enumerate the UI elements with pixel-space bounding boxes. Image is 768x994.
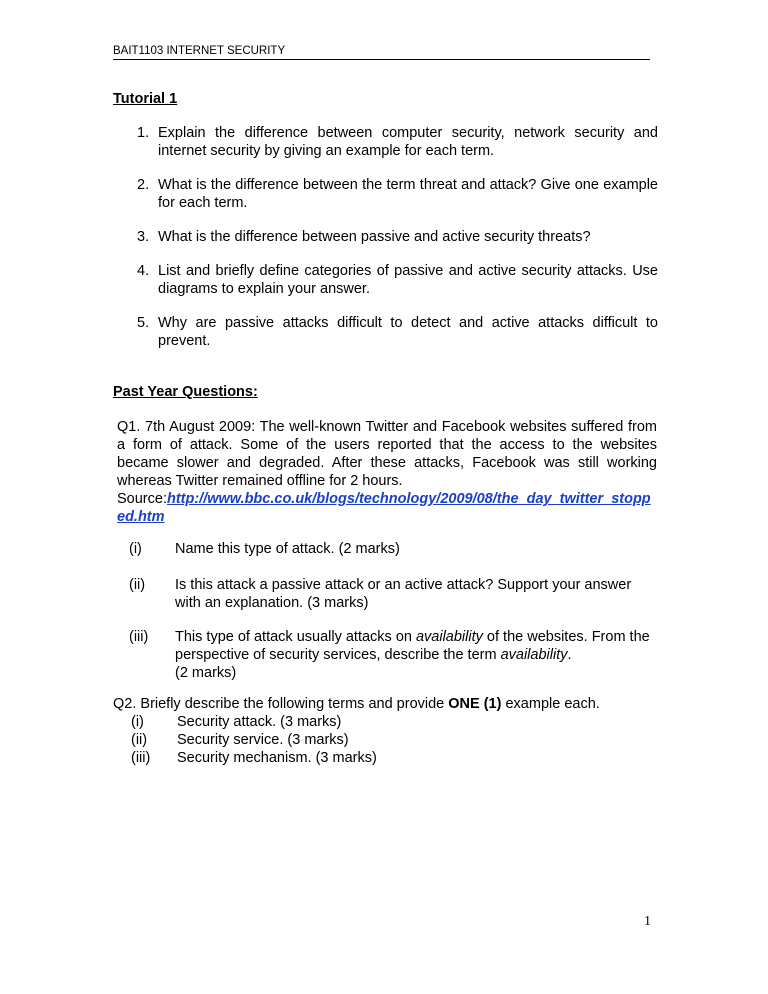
source-label: Source: bbox=[117, 491, 167, 507]
past-year-title: Past Year Questions: bbox=[113, 384, 258, 400]
part-text bbox=[175, 628, 657, 682]
q1-part-ii bbox=[117, 576, 657, 612]
part-number: (i) bbox=[129, 541, 142, 557]
part-text: Is this attack a passive attack or an active attack? Support your answer with an explanation. (3 marks) bbox=[175, 577, 632, 611]
q1-part-i bbox=[117, 540, 657, 558]
tutorial-question-2 bbox=[113, 176, 658, 212]
question-number: 2. bbox=[137, 177, 150, 193]
part-text-after: . bbox=[567, 647, 572, 663]
part-text: Security service. (3 marks) bbox=[177, 732, 349, 748]
course-header: BAIT1103 INTERNET SECURITY bbox=[113, 44, 650, 60]
part-number: (iii) bbox=[131, 750, 151, 766]
part-text-mid: of the websites. From the perspective of security services, describe the term bbox=[175, 629, 650, 663]
q1-source bbox=[117, 490, 657, 526]
page-number: 1 bbox=[644, 914, 651, 929]
source-link[interactable]: http://www.bbc.co.uk/blogs/technology/2009/08/the_day_twitter_stopped.htm bbox=[117, 491, 651, 525]
part-number: (iii) bbox=[129, 629, 149, 645]
part-text-before: This type of attack usually attacks on bbox=[175, 629, 416, 645]
q2-emphasis: ONE (1) bbox=[448, 696, 502, 712]
tutorial-question-3 bbox=[113, 228, 658, 246]
question-text: List and briefly define categories of passive and active security attacks. Use diagrams to explain your answer. bbox=[158, 263, 658, 297]
q2-text-before: Q2. Briefly describe the following terms and provide bbox=[113, 696, 449, 712]
question-text: Explain the difference between computer security, network security and internet security by giving an example for each term. bbox=[158, 125, 658, 159]
question-number: 5. bbox=[137, 315, 150, 331]
question-text: What is the difference between the term threat and attack? Give one example for each term. bbox=[158, 177, 658, 211]
q2-text-after: example each. bbox=[501, 696, 600, 712]
part-text: Security mechanism. (3 marks) bbox=[177, 750, 377, 766]
question-number: 4. bbox=[137, 263, 150, 279]
part-number: (ii) bbox=[131, 732, 148, 748]
term-availability: availability bbox=[415, 629, 483, 645]
part-text: Name this type of attack. (2 marks) bbox=[175, 541, 400, 557]
tutorial-question-1 bbox=[113, 124, 658, 160]
term-availability: availability bbox=[500, 647, 568, 663]
q1-part-iii bbox=[117, 628, 657, 682]
q1-text: Q1. 7th August 2009: The well-known Twitter and Facebook websites suffered from a form of attack. Some of the users reported that the access to the websites became slower and degraded. After these attacks, Facebook was still working whereas Twitter remained offline for 2 hours. bbox=[117, 419, 657, 489]
q2-text bbox=[113, 695, 658, 713]
part-number: (ii) bbox=[129, 577, 146, 593]
tutorial-question-list bbox=[113, 124, 658, 366]
tutorial-title: Tutorial 1 bbox=[113, 91, 178, 107]
part-marks: (2 marks) bbox=[175, 665, 237, 681]
question-number: 1. bbox=[137, 125, 150, 141]
question-text: Why are passive attacks difficult to detect and active attacks difficult to prevent. bbox=[158, 315, 658, 349]
tutorial-question-4 bbox=[113, 262, 658, 298]
tutorial-question-5 bbox=[113, 314, 658, 350]
question-number: 3. bbox=[137, 229, 150, 245]
part-number: (i) bbox=[131, 714, 144, 730]
part-text: Security attack. (3 marks) bbox=[177, 714, 342, 730]
question-text: What is the difference between passive and active security threats? bbox=[158, 229, 591, 245]
